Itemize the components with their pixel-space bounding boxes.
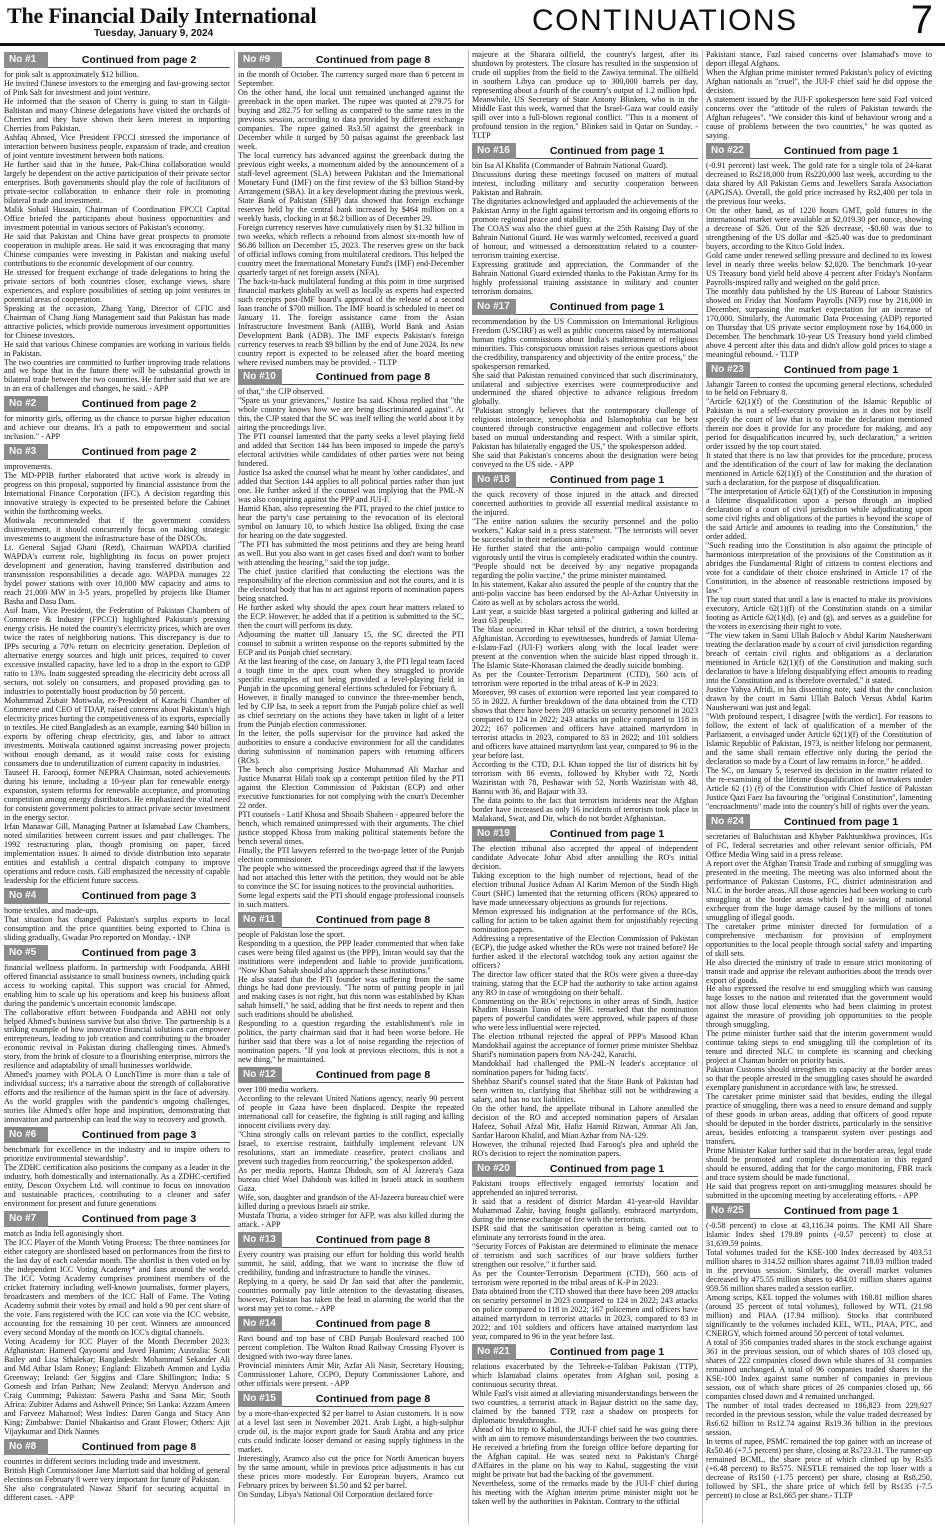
story-number-badge: No #13 (238, 1232, 282, 1248)
story-body (4, 1229, 230, 1436)
story-header (238, 912, 464, 928)
story-header (4, 444, 230, 460)
story-paragraph: Responding to a question regarding the establishment's role in politics, the party chairman said that it had been worse before. He further said that there was a lot of noise regarding the rejection of nomination papers. "If you look at previous elections, this is not a new thing," he maintained. (238, 1019, 464, 1065)
story-body (472, 844, 698, 1158)
story-continuation-label: Continued from page 3 (48, 945, 230, 961)
story-number-badge: No #10 (238, 369, 282, 385)
story-paragraph: On the other hand, the appellate tribunal in Lahore annulled the decision of the RO and accepted nomination papers of Arsalan Hafeez, Sohail Afzal Mir, Hafiz Hamid Rizwan, Ammar Ali Jan, Sardar Haroon Khalid, and Mian Azhar from NA-129. (472, 1104, 698, 1141)
news-story (706, 143, 932, 359)
story-paragraph: The PTI counsel lamented that the party seeks a level playing field and added that Section 144 has been imposed to impede the party's electoral activities while candidates of other parties were not being hindered. (238, 432, 464, 469)
news-story (472, 1161, 698, 1341)
story-paragraph: Commenting on the ROs' rejections in other areas of Sindh, Justice Khadim Hussain Tunio of the SHC remarked that the nomination papers of powerful candidates were approved, while papers of those who were less influential were rejected. (472, 996, 698, 1033)
column-4 (706, 50, 932, 1524)
story-body (238, 1085, 464, 1229)
story-paragraph: He also expressed the resolve to end smuggling which was causing huge losses to the nation and reiterated that the government would not allow those local elements who had been claiming in protest against the measure of providing job opportunities to the people through smuggling. (706, 984, 932, 1030)
story-body (238, 70, 464, 366)
story-paragraph: The local currency has advanced against the greenback during the previous eight weeks, a momentum aided by the announcement of a staff-level agreement (SLA) between Pakistan and the International Monetary Fund (IMF) on the first review of the $3 billion Stand-by Arrangement (SBA). In a key development during the previous week, State Bank of Pakistan (SBP) data showed that foreign exchange reserves held by the central bank increased by $464 million on a weekly basis, clocking in at $8.2 billion as of December 29. (238, 150, 464, 223)
story-paragraph: Malik Sohail Hussain, Chairman of Coordination FPCCI Capital Office briefed the participants about business opportunities and investment potential in various sectors of Pakistan's economy. (4, 204, 230, 232)
story-body (472, 490, 698, 822)
story-continuation-label: Continued from page 1 (516, 143, 698, 159)
story-paragraph: The bench also comprising Justice Muhammad Ali Mazhar and Justice Musarrat Hilali took up a contempt petition filed by the PTI against the Election Commission of Pakistan (ECP) and other executive functionaries for not complying with the court's December 22 order. (238, 764, 464, 810)
story-paragraph: for minority girls, offering us the chance to pursue higher education and achieve our dreams. It's a path to empowerment and social inclusion." - APP (4, 414, 230, 442)
story-continuation-label: Continued from page 1 (516, 472, 698, 488)
story-paragraph: Addressing a representative of the Election Commission of Pakistan (ECP), the judge asked whether the ROs were not trained before? He further asked if the electoral watchdog took any action against the officers? (472, 933, 698, 970)
story-paragraph: The collaborative effort between Foodpanda and ABHI not only helped Ahmed's business survive but also thrive. The partnership is a striking example of how innovative financial solutions can empower entrepreneurs, leading to job creation and contributing to the broader economic revival in Pakistan during challenging times. Ahmed's story, from the brink of closure to a flourishing enterprise, mirrors the resilience and adaptability of small businesses worldwide. (4, 1007, 230, 1071)
story-number-badge: No #9 (238, 52, 282, 68)
story-continuation-label: Continued from page 8 (282, 52, 464, 68)
story-paragraph: "With profound respect, I disagree [with the verdict]. For reasons to follow, the extent of lack of qualification of a member of the Parliament, a envisaged under Article 62(1)(f) of the Constitution of Islamic Republic of Pakistan, 1973, is neither lifelong nor permanent, and the same shall remain effective only during the period the declaration so made by a Court of law remains in force," he added. (706, 711, 932, 766)
story-number-badge: No #11 (238, 912, 282, 928)
story-number-badge: No #18 (472, 472, 516, 488)
story-number-badge: No #7 (4, 1211, 48, 1227)
story-body (238, 1334, 464, 1388)
story-paragraph: The people who witnessed the proceedings agreed that if the lawyers had not attached this letter with the petition, they would not be able to convince the SC for issuing notices to the provincial authorities. (238, 863, 464, 891)
story-paragraph: He stressed for frequent exchange of trade delegations to bring the private sectors of both countries closer, exchange views, share experiences, and explore possibilities of setting up joint ventures in potential areas of cooperation. (4, 267, 230, 304)
story-paragraph: financial wellness platform. In partnership with Foodpanda, ABHI offered financial assistance to small business owners, including quick access to working capital. This support was crucial for Ahmed, enabling him to scale up his operations and keep his business afloat during the pandemic's uncertain economic landscape. (4, 962, 230, 1008)
story-paragraph: The COAS was also the chief guest at the 25th Raising Day of the Bahrain National Guard. He was warmly welcomed, received a guard of honour, and witnessed a demonstration related to a counter-terrorism training exercise. (472, 223, 698, 260)
story-continuation-label: Continued from page 8 (48, 1439, 230, 1455)
story-paragraph: Ahead of his trip to Kabul, the JUI-F chief said he was going there with an aim to remove misunderstandings between the two countries. He received a briefing from the foreign office before departing for the Afghan capital. He was seated next to Pakistan's Chargé d'Affaires in the plane on his way to Kabul, suggesting the visit might be private but had the backing of the government. (472, 1424, 698, 1479)
story-header (4, 888, 230, 904)
story-paragraph: Every country was praising our effort for holding this world health summit, he said, adding, that we want to increase the flow of credibility, funding and infrastructure to handle the viruses. (238, 1250, 464, 1278)
story-paragraph: On the other hand, as of 1220 hours GMT, gold futures in the international market were available at $2,019.30 per ounce, showing a decrease of $26. Out of the $26 decrease, -$0.60 was due to strengthening of the US dollar and -$25.40 was due to predominant buyers, according to the Kitco Gold Index. (706, 205, 932, 251)
story-paragraph: ISPR said that the sanitisation operation is being carried out to eliminate any terrorists found in the area. (472, 1224, 698, 1243)
story-body (706, 50, 932, 140)
news-story (238, 912, 464, 1065)
story-body (238, 1250, 464, 1313)
story-paragraph: Provincial ministers Amir Mir, Azfar Ali Nasir, Secretary Housing, Commissioner Lahore, CCPO, Deputy Commissioner Lahore, and other officials were present. - APP (238, 1360, 464, 1388)
story-paragraph: majeure at the Sharara oilfield, the country's largest, after its shutdown by protesters. The closure has resulted in the suspension of crude oil supplies from the field to the Zawiya terminal. The oilfield in southern Libya can produce up to 300,000 barrels per day, representing about a fourth of the country's output of 1.2 million bpd. (472, 50, 698, 95)
story-continuation-label: Continued from page 1 (516, 1344, 698, 1360)
story-body (706, 1221, 932, 1500)
story-paragraph: According to the CTD, D.I. Khan topped the list of districts hit by terrorism with 86 events, followed by Khyber with 72, North Waziristan with 78, Peshawar with 52, North Waziristan with 48, Bannu with 36, and Bajaur with 33. (472, 759, 698, 796)
news-story (4, 945, 230, 1125)
story-paragraph: of that," the CJP observed. (238, 387, 325, 397)
story-paragraph: On the other hand, the local unit remained unchanged against the greenback in the open market. The rupee was quoted at 279.75 for buying and 282.75 for selling as compared to the same rates in the previous session, according to data provided by different exchange companies. The rupee gained Rs3.50 against the greenback in December while it surged by 50 paisas against the greenback last week. (238, 87, 464, 151)
story-paragraph: He further stated that the anti-polio campaign would continue vigorously until the virus is completely eradicated within the country. (472, 544, 698, 563)
story-continuation-label: Continued from page 2 (48, 52, 230, 68)
story-paragraph: Some legal experts said the PTI should engage professional counsels in such matters. (238, 890, 464, 909)
story-paragraph: He said that progress report on anti-smuggling measures should be submitted in the upcoming meeting by accelerating efforts. - APP (706, 1182, 932, 1201)
story-paragraph: In the letter, the polls supervisor for the province had asked the authorities to ensure a conducive environment for all the candidates during submission of nomination papers with returning officers (ROs). (238, 728, 464, 765)
story-paragraph: Lt. General Sajjad Ghani (Retd), Chairman WAPDA clarified WAPDA's current role, highlighting its focus on power project development and generation, having transferred distribution and transmission responsibilities a decade ago. WAPDA manages 22 hydel power stations with over 10,000 MW capacity and aims to reach 21,000 MW in 3-5 years, propelled by projects like Diamer Basha and Dasu Dam. (4, 543, 230, 607)
story-body (472, 161, 698, 296)
story-paragraph: British High Commissioner Jane Marriott said that holding of general elections on February 8 were very important for future of Pakistan. (4, 1465, 230, 1484)
story-number-badge: No #14 (238, 1316, 282, 1332)
news-story (4, 396, 230, 441)
story-body (472, 50, 698, 140)
story-continuation-label: Continued from page 2 (48, 396, 230, 412)
story-paragraph: The ICC Player of the Month Voting Process: The three nominees for either category are shortlisted based on performances from the first to the last day of each calendar month. The shortlist is then voted on by the independent ICC Voting Academy* and fans around the world. The ICC Voting Academy comprises prominent members of the cricket fraternity including well-known journalists, former players, broadcasters and members of the ICC Hall of Fame. The Voting Academy submit their votes by email and hold a 90 per cent share of the vote. Fans registered with the ICC can vote via the ICC website, accounting for the remaining 10 per cent. Winners are announced every second Monday of the month on ICC's digital channels. (4, 1238, 230, 1338)
story-paragraph: match as India fell agonisingly short. (4, 1229, 125, 1239)
story-paragraph: countries in different sectors including trade and investment. (4, 1456, 201, 1466)
page-number: 7 (910, 0, 933, 42)
story-continuation-label: Continued from page 1 (750, 143, 932, 159)
story-number-badge: No #1 (4, 52, 48, 68)
news-story (472, 299, 698, 470)
story-paragraph: Foreign currency reserves have cumulatively risen by $1.32 billion in two weeks, which reflects a rebound from almost six-month low of $6.86 billion on December 15, 2023. The reserves grew on the back of official inflows coming from multilateral creditors. This helped the country meet the International Monetary Fund's (IMF) end-December quarterly target of net foreign assets (NFA). (238, 222, 464, 277)
story-header (706, 1203, 932, 1219)
story-header (706, 362, 932, 378)
story-body (706, 832, 932, 1200)
news-story (706, 814, 932, 1200)
story-number-badge: No #5 (4, 945, 48, 961)
story-number-badge: No #23 (706, 362, 750, 378)
story-paragraph: Total volumes traded for the KSE-100 Index decreased by 403.51 million shares to 314.52 million shares against 718.03 million traded in the previous session. Similarly, the overall market volumes decreased by 475.55 million shares to 484.01 million shares against 959.56 million shares traded a session earlier. (706, 1248, 932, 1293)
story-number-badge: No #12 (238, 1067, 282, 1083)
story-paragraph: (-0.91 percent) last week. The gold rate for a single tola of 24-karat decreased to Rs218,000 from Rs220,000 last week, according to the data shared by All Pakistan Gems and Jewellers Sarafa Association (APGJSA). Overall, the gold price increased by Rs2,400 per tola in the previous four weeks. (706, 160, 932, 206)
story-paragraph: As per the Counter-Terrorism Department (CTD), 560 acts of terrorism were reported in the tribal areas of K-P in 2023. (472, 1269, 698, 1288)
story-paragraph: Mandokhail had challenged the PML-N leader's acceptance of nomination papers for 'hiding facts'. (472, 1059, 698, 1078)
story-paragraph: The chief justice clarified that conducting the elections was the responsibility of the election commission and not the courts, and it is the electoral body that has to act against reports of nomination papers being snatched. (238, 567, 464, 604)
column-1 (4, 50, 230, 1524)
story-header (706, 143, 932, 159)
story-paragraph: Pakistan Customs should strengthen its capacity at the border areas so that the people arrested in the smuggling cases should be awarded exemplary punishment in accordance with law, he stressed. (706, 1065, 932, 1093)
story-continuation-label: Continued from page 8 (282, 1316, 464, 1332)
news-story (4, 1211, 230, 1436)
story-paragraph: The dignitaries acknowledged and applauded the achievements of the Pakistan Army in the fight against terrorism and its ongoing efforts to promote regional peace and stability. (472, 196, 698, 224)
story-continuation-label: Continued from page 8 (282, 1391, 464, 1407)
story-number-badge: No #15 (238, 1391, 282, 1407)
story-paragraph: "China strongly calls on relevant parties to the conflict, especially Israel, to exercise restraint, faithfully implement relevant UN resolutions, start an immediate ceasefire, protect civilians and prevent such tragedies from reoccurring," the spokesperson added. (238, 1130, 464, 1167)
story-paragraph: The SC, on January 5, reserved its decision in the matter related to the re-examining of the lifetime disqualification of lawmakers under Article 62 (1) (f) of the Constitution with Chief Justice of Pakistan Justice Qazi Faez Isa favouring the "original Constitution", lamenting "encroachments" made into the country's bill of rights over the years. (706, 765, 932, 811)
story-header (238, 1232, 464, 1248)
story-header (706, 814, 932, 830)
story-paragraph: Asif Inam, Vice President, the Federation of Pakistan Chambers of Commerce & Industry (FPCCI) highlighted Pakistan's pressing energy crisis. He noted the country's electricity prices, which are over twice the rates of neighboring nations. This discrepancy is due to IPPs securing a 70% return on electricity generation. Depletion of alternative energy sources and high unit prices, required to cover excessive installed capacity, have led to a drop in the export to GDP ratio to 13%. Inam suggested spreading the electricity debt across all sectors, not solely on consumers, and proposed providing gas to industries to potentially boost production by 50 percent. (4, 606, 230, 696)
story-continuation-label: Continued from page 8 (282, 1232, 464, 1248)
news-story (706, 1203, 932, 1500)
story-paragraph: Interestingly, Aramco also cut the price for North American buyers by the same amount, while in previous price adjustments it has cut these prices more modestly. For European buyers, Aramco cut February prices by between $1.50 and $2 per barrel. (238, 1453, 464, 1490)
story-paragraph: Nevertheless, some of the remarks made by the JUI-F chief during his meeting with the Afghan interim prime minister might not be taken well by the authorities in Pakistan. Contrary to the official (472, 1478, 698, 1506)
story-paragraph: by a more-than-expected $2 per barrel to Asian customers. It is now at a level last seen in November 2021. Arab Light, a high-sulphur crude oil, is the major export grade for Saudi Arabia and any price cuts could indicate looser demand or easing supply tightness in the market. (238, 1408, 464, 1454)
news-story (706, 50, 932, 140)
story-body (4, 1457, 230, 1502)
story-paragraph: Voting Academy for ICC Player of the Month December 2023: Afghanistan: Hameed Qayoomi and Javed Hamim; Australia: Scott Bailey and Lisa Sthalekar; Bangladesh: Mohammad Sekander Ali and Md Athar Islam Roney; England: Elizabeth Ammon and Lydia Greenway; Ireland: Ger Siggins and Clare Shillington; India: S Gomesh and Irfan Pathan; New Zealand: Mervyn Anderson and Craig Cumming; Pakistan: Sawera Pasha and Sana Mir; South Africa: Zubiter Adams and Ashwell Prince; Sri Lanka: Azzam Ameen and Farveez Maharoof; West Indies: Daren Ganga and Stacy Ann King; Zimbabwe: Daniel Nhakaniso and Grant Flower; Others: Ajit Vijaykumar and Dirk Nannes (4, 1337, 230, 1436)
story-paragraph: Pakistani stance, Fazl raised concerns over Islamabad's move to deport illegal Afghans. (706, 50, 932, 68)
story-header (472, 143, 698, 159)
story-paragraph: Memon expressed his indignation at the performance of the ROs, calling for action to be taken against them for unjustifiably rejecting nomination papers. (472, 906, 698, 934)
story-paragraph: "The PTI has submitted the most petitions and they are being heard as well. But you also want to get cases fixed and don't want to bother with attending the hearing," said the top judge. (238, 540, 464, 568)
story-paragraph: A report over the Afghan Transit Trade and curbing of smuggling was presented in the meeting. The meeting was also informed about the performance of Pakistan Customs, FC, district administration and NLC in the border areas. All those agencies had been working to curb smuggling at the border areas which led to saving of national exchequer from the huge damage caused by the millions of tones smuggling of illegal goods. (706, 858, 932, 922)
story-paragraph: people of Pakistan lose the sport. (238, 929, 345, 939)
story-paragraph: Speaking at the occasion, Zhang Yang, Director of CFIC and Chairman of Chang Jiang Management said that Pakistan has made attractive policies, which provide numerous investment opportunities for Chinese investors. (4, 303, 230, 340)
story-paragraph: Among scrips, KEL topped the volumes with 168.81 million shares (around 35 percent of total volumes), followed by WTL (21.98 million) and PIAA (17.94 million). Stocks that contributed significantly to the volumes included KEL, WTL, PIAA, PTC, and CNERGY, which formed around 50 percent of total volumes. (706, 1292, 932, 1338)
story-paragraph: "Such reading into the Constitution is also against the principle of harmonious interpretation of the provisions of the Constitution as it abridges the Fundamental Right of citizens to contest elections and vote for a candidate of their choice enshrined in Article 17 of the Constitution, in the absence of reasonable restrictions imposed by law." (706, 541, 932, 596)
story-paragraph: bin Isa Al Khalifa (Commander of Bahrain National Guard). (472, 160, 668, 170)
story-paragraph: Moreover, 99 cases of extortion were reported last year compared to 55 in 2022. A further breakdown of the data obtained from the CTD shows that there have been 209 attacks on security personnel in 2023 compared to 124 in 2022; 243 attacks on police compared to 118 in 2022; 167 policemen and officers have attained martyrdom in terrorist attacks in 2023, compared to 83 in 2022; and 101 soldiers and officers have attained martyrdom last year, compared to 96 in the year before last. (472, 688, 698, 760)
story-number-badge: No #19 (472, 826, 516, 842)
story-paragraph: Adjourning the matter till January 15, the SC directed the PTI counsel to submit a written response on the reports submitted by the ECP and its Punjab chief secretary. (238, 630, 464, 658)
story-paragraph: Pakistani troops effectively engaged terrorists' location and apprehended an injured terrorist. (472, 1179, 698, 1198)
story-paragraph: The election tribunal rejected the appeal of PPP's Masood Khan Mandokhail against the acceptance of former prime minister Shehbaz Sharif's nomination papers from NA-242, Karachi. (472, 1032, 698, 1060)
story-body (4, 462, 230, 884)
story-paragraph: She said that Pakistan's concerns about the designation were being conveyed to the US side. - APP (472, 451, 698, 470)
story-paragraph: He invited Chinese investors to the emerging and fast-growing sector of Pink Salt for investment and joint venture. (4, 78, 230, 97)
story-paragraph: The back-to-back multilateral funding at this point in time surprised financial markets globally as well as locally as experts had expected such receipts post-IMF board's approval of the release of a second loan tranche of $700 million. The IMF board is scheduled to meet on January 11. The foreign assistance came from the Asian Infrastructure Investment Bank (AIIB), World Bank and Asian Development Bank (ADB). The IMF expects Pakistan's foreign currency reserves to reach $9 billion by the end of June 2024. Its new country report is expected to be released after the board meeting where revised numbers may be provided. - TLTP (238, 276, 464, 367)
story-continuation-label: Continued from page 2 (48, 444, 230, 460)
story-paragraph: Ashfaq Ahmed, Vice President FPCCI stressed the importance of interaction between business people, expansion of trade, and creation of joint venture investment between both nations. (4, 132, 230, 160)
story-header (238, 1391, 464, 1407)
story-paragraph: When the Afghan prime minister termed Pakistan's policy of evicting Afghan nationals as "cruel", the JUI-F chief said he did oppose the decision. (706, 67, 932, 95)
story-paragraph: PTI counsels - Latif Khosa and Shoaib Shaheen - appeared before the bench, which remained unimpressed with their arguments. The chief justice stopped Khosa from making political statements before the bench several times. (238, 809, 464, 846)
story-paragraph: The election tribunal also accepted the appeal of independent candidate Advocate Johar Abid after annulling the RO's initial decision. (472, 843, 698, 871)
story-continuation-label: Continued from page 8 (282, 1067, 464, 1083)
story-paragraph: Replying to a query, he said Dr Jan said that after the pandemic, countries normally pay little attention to the devastating diseases, however, Pakistan has taken the lead in alarming the world that the worst may yet to come. - APP (238, 1277, 464, 1313)
story-paragraph: The caretaker prime minister said that besides, ending the illegal practice of smuggling, there was a need to ensure demand and supply of these goods in urban areas, adding that officers of good repute should be deputed in the border districts, particularly in the sensitive areas, besides enforcing a transparent system over postings and transfers. (706, 1092, 932, 1147)
column-divider (234, 50, 235, 1524)
story-body (238, 930, 464, 1065)
story-paragraph: A total of 356 companies traded shares in the stock exchange against 361 in the previous session, out of which shares of 103 closed up, shares of 222 companies closed down while shares of 31 companies remained unchanged. A total of 96 companies traded shares in the KSE-100 Index against same number of companies in previous session, out of which share prices of 26 companies closed up, 66 companies closed down and 4 remained unchanged. (706, 1337, 932, 1401)
story-header (238, 52, 464, 68)
story-paragraph: According to the relevant United Nations agency, nearly 90 percent of people in Gaza have been displaced. Despite the repeated international call for ceasefire, the fighting is still raging and killing innocent civilians every day. (238, 1094, 464, 1131)
story-body (472, 1362, 698, 1506)
story-paragraph: Mustafa Thuria, a video stringer for AFP, was also killed during the attack. - APP (238, 1211, 464, 1230)
story-paragraph: Tauseef H. Farooqi, former NEPRA Chairman, noted achievements during his tenure, including a 10-year plan for renewable energy expansion, system reforms for renewable acceptance, and promoting competition among energy distributors. He emphasized the vital need for consistent government policies to attract private sector investment in the energy sector. (4, 767, 230, 822)
story-paragraph: for pink salt is approximately $12 billion. (4, 70, 139, 79)
news-story (4, 1439, 230, 1502)
story-body (238, 1409, 464, 1499)
story-paragraph: Last year, a suicide blast targeted a political gathering and killed at least 63 people. (472, 607, 698, 626)
story-paragraph: Meanwhile, US Secretary of State Antony Blinken, who is in the Middle East this week, warned that the Israel-Gaza war could easily spill over into a full-blown regional conflict. "This is a moment of profound tension in the region," Blinken said in Qatar on Sunday. - TLTP (472, 94, 698, 140)
story-number-badge: No #4 (4, 888, 48, 904)
story-number-badge: No #22 (706, 143, 750, 159)
story-body (4, 906, 230, 942)
story-body (4, 963, 230, 1125)
story-paragraph: He further asked why should the apex court hear matters related to the ECP. However, he added that if a petition is submitted to the SC, then the court will perform its duty. (238, 603, 464, 631)
story-paragraph: He also stated that the PTI founder was suffering from the same things he had done previously. "The norm of putting people in jail and making cases is not right, but this norm was established by Khan sahab himself," he said, adding that he first needs to repent and then such traditions should be abolished. (238, 974, 464, 1020)
news-story (472, 50, 698, 140)
column-2 (238, 50, 464, 1524)
story-header (238, 369, 464, 385)
story-paragraph: Mohammad Zubair Motiwala, ex-President of Karachi Chamber of Commerce and CEO of TDAP, raised concerns about Pakistan's high electricity prices hurting the competitiveness of its exports, especially in textiles. He cited Bangladesh as an example, earning $40 billion in exports by offering cheap electricity, gas, and labor to attract investments. Motiwala cautioned against increasing power projects without enough demand, as it would raise costs for existing consumers due to underutilization of current capacity in industries. (4, 695, 230, 768)
story-paragraph: Discussions during these meetings focused on matters of mutual interest, including military and security cooperation between Pakistan and Bahrain. (472, 169, 698, 197)
story-header (4, 52, 230, 68)
masthead (0, 0, 945, 44)
story-header (472, 826, 698, 842)
story-body (472, 1179, 698, 1341)
story-paragraph: Gold came under renewed selling pressure and declined to its lowest level in nearly three weeks below $2,020. The benchmark 10-year US Treasury bond yield held above 4 percent after Friday's Nonfarm Payrolls-inspired rally and weighed on the gold price. (706, 250, 932, 287)
story-paragraph: Expressing gratitude and appreciation, the Commander of the Bahrain National Guard extended thanks to the Pakistan Army for its highly professional training assistance in military and counter terrorism domains. (472, 259, 698, 296)
story-paragraph: Responding to a question, the PPP leader commented that when fake cases were being filed against us (the PPP), Imran would say that the institutions were independent and liable to provide justifications. "Now Khan Sahab should also approach these institutions." (238, 938, 464, 975)
story-paragraph: "Spare us your grievances," Justice Isa said. Khosa replied that "the whole country knows how we are being discriminated against". At this, the CJP stated that the SC was itself telling the world about it by airing the proceedings live. (238, 396, 464, 433)
story-paragraph: He further said that in the future, Pak-China collaboration would largely be dependent on the active participation of their private sector enterprises. Both governments should play the role of facilitators of private-sector collaboration to enhance their role in promoting bilateral trade and investment. (4, 159, 230, 205)
story-continuation-label: Continued from page 1 (516, 826, 698, 842)
story-paragraph: The ZDHC certification also positions the company as a leader in the industry, both domestically and internationally. As a ZDHC-certified entity, Descon Oxychem Ltd. will continue to focus on innovation and sustainable practices, contributing to a cleaner and safer environment for present and future generations (4, 1163, 230, 1209)
story-paragraph: The monthly data published by the US Bureau of Labour Statistics showed on Friday that Nonfarm Payrolls (NFP) rose by 216,000 in December, surpassing the market expectation for an increase of 170,000. Similarly, the Automatic Data Processing (ADP) reported on Thursday that US private sector employment rose by 164,000 in December. The benchmark 10-year US Treasury bond yield climbed above 4 percent after this data and didn't allow gold prices to stage a meaningful rebound. - TLTP (706, 286, 932, 359)
story-paragraph: In his statement, Kakar also assured the people of the country that the anti-polio vaccine has been endorsed by the Al-Azhar University in Cairo as well as by scholars across the world. (472, 580, 698, 608)
story-header (4, 1127, 230, 1143)
story-body (706, 161, 932, 359)
story-number-badge: No #20 (472, 1161, 516, 1177)
story-continuation-label: Continued from page 1 (750, 1203, 932, 1219)
story-paragraph: She also congratulated Nawaz Sharif for securing acquittal in different cases. - APP (4, 1483, 230, 1502)
story-continuation-label: Continued from page 3 (48, 1211, 230, 1227)
story-paragraph: However, it finally managed to convince the three-member bench, led by CJP Isa, to seek a report from the Punjab police chief as well as chief secretary on the actions they have taken in light of a letter from the Punjab election commissioner. (238, 692, 464, 729)
story-header (4, 1211, 230, 1227)
story-paragraph: Prime Minister Kakar further said that in the border areas, legal trade should be promoted and complete documentation in this regard should be ensured, adding that for the cargo monitoring, FBR track and trace system should be made functional. (706, 1146, 932, 1183)
story-paragraph: A statement issued by the JUI-F spokesperson here said Fazl voiced concerns over the "attitude of the rulers of Pakistan towards the Afghan refugees". "We consider this kind of behaviour wrong and a cause of problems between the two countries," he was quoted as saying. (706, 94, 932, 140)
story-paragraph: The caretaker prime minister directed for formulation of a comprehensive mechanism for provision of employment opportunities to the local people through social safety and imparting of skill sets. (706, 921, 932, 958)
masthead-rule (0, 43, 945, 46)
story-paragraph: The data points to the fact that terrorism incidents near the Afghan border have increased as only 16 incidents of terrorism took place in Malakand, Swat, and Dir, which do not border Afghanistan. (472, 795, 698, 823)
story-paragraph: Ahmed's journey with POLA O LunchTime is more than a tale of individual success; it's a narrative about the strength of collaborative efforts and the resilience of the human spirit in the face of adversity. As the world grapples with the pandemic's ongoing challenges, stories like Ahmed's offer hope and inspiration, demonstrating that innovation and partnership can lead the way to recovery and growth. (4, 1070, 230, 1125)
story-body (4, 1145, 230, 1208)
story-paragraph: Finally, the PTI lawyers referred to the two-page letter of the Punjab election commissioner. (238, 845, 464, 864)
story-header (4, 945, 230, 961)
story-paragraph: In terms of rupee, PSMC remained the top gainer with an increase of Rs50.46 (+7.5 percent) per share, closing at Rs723.31. The runner-up remained BCML, the share price of which climbed up by Rs35 (+6.48 percent) to Rs575. NESTLE remained the top loser with a decrease of Rs150 (-1.75 percent) per share, closing at Rs8,250, followed by SFL, the share price of which fell by Rs135 (-7.5 percent) to close at Rs1,665 per share.- TLTP (706, 1436, 932, 1500)
story-paragraph: He said that Pakistan and China have great prospects to promote cooperation in multiple areas. He said it was encouraging that many Chinese companies were investing in Pakistan and making useful contributions to the economic development of our country. (4, 231, 230, 268)
column-3 (472, 50, 698, 1524)
story-paragraph: improvements. (4, 462, 53, 472)
story-header (4, 1439, 230, 1455)
story-continuation-label: Continued from page 1 (750, 814, 932, 830)
story-paragraph: However, the tribunal rejected Ibad Farooq's plea and upheld the RO's decision to reject the nomination papers. (472, 1140, 698, 1159)
story-paragraph: "The entire nation salutes the security personnel and the polio workers," Kakar said in a press statement. "The terrorists will never be successful in their nefarious aims." (472, 517, 698, 545)
story-paragraph: Taking exception to the high number of rejections, head of the election tribunal Justice Adnan Al Karim Memon of the Sindh High Court (SHC) lamented that the returning officers (ROs) appeared to have made unnecessary objections as grounds for rejections. (472, 870, 698, 907)
news-story (4, 1127, 230, 1208)
story-paragraph: Justice Isa asked the counsel what he meant by 'other candidates', and added that Section 144 applies to all political parties rather than just one. He further asked if the counsel was implying that the PML-N was also conspiring against the PPP and JUI-F. (238, 468, 464, 505)
story-paragraph: "People should not be deceived by any negative propaganda regarding the polio vaccine," the prime minister maintained. (472, 562, 698, 581)
story-body (238, 387, 464, 908)
story-header (238, 1067, 464, 1083)
story-paragraph: The two countries are committed to further improving trade relations and we hope that in the future there will be substantial growth in bilateral trade between the two countries. He further said that we are in an era of challenges and changes, he said. - APP (4, 357, 230, 394)
story-paragraph: secretaries of Balochistan and Khyber Pakhtunkhwa provinces, IGs of FC, federal secretaries and other relevant senior officials, PM Office Media Wing said in a press release. (706, 831, 932, 859)
story-continuation-label: Continued from page 1 (750, 362, 932, 378)
story-paragraph: While Fazl's visit aimed at alleviating misunderstandings between the two countries, a terrorist attack in Bajaur district on the same day, claimed by the banned TTP, cast a shadow on prospects for diplomatic breakthroughs. (472, 1388, 698, 1425)
news-story (472, 826, 698, 1158)
story-number-badge: No #17 (472, 299, 516, 315)
news-story (472, 472, 698, 822)
story-paragraph: over 100 media workers. (238, 1085, 319, 1095)
column-divider (702, 50, 703, 1524)
story-paragraph: The director law officer stated that the ROs were given a three-day training, stating that the ECP had the authority to take action against any RO in case of wrongdoing on their behalf. (472, 969, 698, 997)
section-title: CONTINUATIONS (532, 4, 798, 37)
story-paragraph: (-0.58 percent) to close at 43,116.34 points. The KMI All Share Islamic Index shed 179.89 points (-0.57 percent) to close at 31,639.59 points. (706, 1221, 932, 1249)
story-number-badge: No #21 (472, 1344, 516, 1360)
story-paragraph: Hamid Khan, also representing the PTI, prayed to the chief justice to hear the party's case pertaining to the revocation of its electoral symbol on January 10, to which Justice Isa obliged, fixing the case for hearing on the date suggested. (238, 504, 464, 541)
story-body (4, 414, 230, 441)
story-paragraph: He informed that the season of Cherry is going to start in Gilgit-Baltistan and many Chinese delegations have visited the orchards of Cherries and they have shown their keen interest in importing Cherries from Pakistan. (4, 96, 230, 133)
news-story (472, 143, 698, 296)
story-paragraph: Ravi bound and top base of CBD Punjab Boulevard reached 100 percent completion. The Walton Road Railway Crossing Flyover is designed with two-way three lanes. (238, 1333, 464, 1361)
story-header (472, 1161, 698, 1177)
news-story (706, 362, 932, 811)
story-paragraph: The number of total trades decreased to 186,823 from 229,927 recorded in the previous session, while the value traded decreased by Rs6.62 billion to Rs12.74 against Rs19.36 billion in the previous session. (706, 1400, 932, 1437)
story-paragraph: benchmark for excellence in the industry and to inspire others to prioritize environmental stewardship". (4, 1145, 230, 1164)
story-continuation-label: Continued from page 3 (48, 1127, 230, 1143)
story-number-badge: No #6 (4, 1127, 48, 1143)
story-paragraph: As per the Counter-Terrorism Department (CTD), 560 acts of terrorism were reported in the tribal areas of K-P in 2023. (472, 670, 698, 689)
story-paragraph: On Sunday, Libya's National Oil Corporation declared force (238, 1489, 433, 1499)
story-paragraph: "The interpretation of Article 62(1)(f) of the Constitution in imposing a lifetime disqualification upon a person through an implied declaration of a court of civil jurisdiction while adjudicating upon some civil rights and obligations of the parties is beyond the scope of the said Article and amounts to reading into the Constitution," the order added. (706, 487, 932, 542)
story-continuation-label: Continued from page 3 (48, 888, 230, 904)
story-paragraph: Motiwala recommended that if the government considers disinvestment, it should concurrently focus on making strategic investments to augment the infrastructure base of the DISCOs. (4, 516, 230, 544)
story-paragraph: The MD-PPIB further elaborated that active work is already in progress on this proposal, supported by financial assistance from the International Finance Corporation (IFC). A decision regarding this innovative strategy is expected to be presented before the Cabinet within the forthcoming weeks. (4, 471, 230, 517)
story-paragraph: Shehbaz Sharif's counsel stated that the State Bank of Pakistan had been written to, clarifying that Shehbaz still not be withdrawing a salary, and has no tax liabilities. (472, 1077, 698, 1105)
newspaper-title: The Financial Daily International (7, 3, 317, 28)
story-body (472, 317, 698, 470)
story-number-badge: No #3 (4, 444, 48, 460)
story-number-badge: No #2 (4, 396, 48, 412)
story-continuation-label: Continued from page 8 (282, 912, 464, 928)
story-paragraph: "Article 62(1)(f) of the Constitution of the Islamic Republic of Pakistan is not a self-executory provision as it does not by itself specify the court of law that is to make the declaration mentioned therein nor does it provide for any procedure for making, and any period for disqualification incurred by, such declaration," a written order issued by the top court stated. (706, 397, 932, 452)
story-continuation-label: Continued from page 1 (516, 1161, 698, 1177)
story-paragraph: "Security Forces of Pakistan are determined to eliminate the menace of terrorism and such sacrifices of our brave soldiers further strengthen our resolve," it further said. (472, 1242, 698, 1270)
news-story (238, 1316, 464, 1388)
news-story (238, 1232, 464, 1313)
news-story (238, 1067, 464, 1229)
story-paragraph: "The view taken in Sami Ullah Baloch v Abdul Karim Nausherwani treating the declaration made by a court of civil jurisdiction regarding breach of certain civil rights and obligations as a declaration mentioned in Article 62(1)(f) of the Constitution and making such declaration to have a lifelong disqualifying effect amounts to reading into the Constitution and is therefore overruled," it stated. (706, 631, 932, 685)
story-paragraph: He also directed the ministry of trade to ensure strict monitoring of transit trade and apprise the relevant authorities about the trends over export of goods. (706, 957, 932, 985)
news-story (4, 444, 230, 884)
story-paragraph: Justice Yahya Afridi, in his dissenting note, said that the conclusion drawn by the court in Sami Ullah Baloch Versus Abdul Karim Nausherwani was just and legal. (706, 684, 932, 712)
story-number-badge: No #24 (706, 814, 750, 830)
story-paragraph: Data obtained from the CTD showed that there have been 209 attacks on security personnel in 2023 compared to 124 in 2022; 243 attacks on police compared to 118 in 2022; 167 policemen and officers have attained martyrdom in terrorist attacks in 2023, compared to 83 in 2022; and 101 soldiers and officers have attained martyrdom last year, compared to 96 in the year before last. (472, 1287, 698, 1341)
story-header (472, 1344, 698, 1360)
news-story (238, 52, 464, 366)
story-paragraph: in the month of October. The currency surged more than 6 percent in September. (238, 70, 464, 88)
story-paragraph: Wife, son, daughter and grandson of the Al-Jazeera bureau chief were killed during a previous Israeli air strike. (238, 1193, 464, 1212)
news-story (238, 1391, 464, 1499)
story-paragraph: As per media reports, Hamza Dhdouh, son of Al Jazeera's Gaza bureau chief Wael Dahdouh was killed in Israeli attack in southern Gaza. (238, 1166, 464, 1194)
news-story (4, 888, 230, 942)
story-continuation-label: Continued from page 1 (516, 299, 698, 315)
story-header (472, 299, 698, 315)
news-story (4, 52, 230, 393)
column-divider (468, 50, 469, 1524)
story-paragraph: The blast occurred in Khar tehsil of the district, a town bordering Afghanistan. According to eyewitnesses, hundreds of Jamiat Ulema-e-Islam-Fazl (JUI-F) workers along with the local leader were present at the convention when the suicide blast ripped through it. The Islamic State-Khorasan claimed the deadly suicide bombing. (472, 625, 698, 671)
story-paragraph: She said that Pakistan remained convinced that such discriminatory, unilateral and subjective exercises were counterproductive and undermined the shared objective to advance religious freedom globally. (472, 370, 698, 407)
story-paragraph: the quick recovery of those injured in the attack and directed concerned authorities to provide all essential medical assistance to the injured. (472, 490, 698, 518)
story-body (4, 70, 230, 393)
story-paragraph: He said that various Chinese companies are working in various fields in Pakistan. (4, 339, 230, 358)
story-paragraph: recommendation by the US Commission on International Religious Freedom (USCIRF) as well as public concerns raised by international human rights commissions about India's maltreatment of religious minorities. This conspicuous omission raises serious questions about the credibility, transparency and objectivity of the entire process," the spokesperson remarked. (472, 316, 698, 371)
story-paragraph: That situation has changed Pakistan's surplus exports to local consumption and the price quantities being exported to China is sliding gradually, Gwadar Pro reported on Monday. - INP (4, 914, 230, 942)
story-header (238, 1316, 464, 1332)
news-story (472, 1344, 698, 1506)
story-paragraph: At the last hearing of the case, on January 3, the PTI legal team faced a tough time in the apex court when they struggled to provide specific examples of not being provided a level-playing field in Punjab in the upcoming general elections scheduled for February 8. (238, 657, 464, 693)
story-number-badge: No #16 (472, 143, 516, 159)
story-header (4, 396, 230, 412)
news-story (238, 369, 464, 908)
story-paragraph: home textiles, and made-ups. (4, 905, 99, 915)
story-paragraph: Jahangir Tareen to contest the upcoming general elections, scheduled to be held on February 8. (706, 379, 932, 398)
story-paragraph: The prime minister further said that the interim government would continue taking steps to end smuggling till the completion of its tenure and directed NLC to complete its scanning and checking project at Chaman border on priority basis. (706, 1029, 932, 1066)
story-number-badge: No #25 (706, 1203, 750, 1219)
story-paragraph: Irfan Manawar Gill, Managing Partner at Islamabad Law Chambers, noted similarities between current issues and past challenges. The 1992 restructuring plan, though promising on paper, faced implementation issues. It aimed to divide distribution into separate entities and establish a central dispatch company to improve operations and reduce costs. Gill emphasized the necessity of capable leadership for the efficient future success. (4, 821, 230, 885)
story-paragraph: "Pakistan strongly believes that the contemporary challenge of religious intolerance, xenophobia and Islamophobia can be best countered through constructive engagement and collective efforts based on mutual understanding and respect. With a similar spirit, Pakistan has bilaterally engaged the US," the spokesperson added. (472, 406, 698, 452)
story-paragraph: The top court stated that until a law is enacted to make its provisions executory, Article 62(1)(f) of the Constitution stands on a similar footing as Article 62(1)(d), (e) and (g), and serves as a guideline for the voters in exercising their right to vote. (706, 595, 932, 632)
story-header (472, 472, 698, 488)
story-body (706, 380, 932, 811)
story-paragraph: It stated that there is no law that provides for the procedure, process and the identification of the court of law for making the declaration mentioned in Article 62(1)(f) of the Constitution and the duration of such a declaration, for the purpose of disqualification. (706, 451, 932, 488)
story-continuation-label: Continued from page 8 (282, 369, 464, 385)
story-paragraph: It said that a resident of district Mardan 41-year-old Havildar Muhammad Zahir, having fought gallantly, embraced martyrdom, during the intense exchange of fire with the terrorists. (472, 1197, 698, 1225)
story-paragraph: relations exacerbated by the Tehreek-e-Taliban Pakistan (TTP), which Islamabad claims operates from Afghan soil, posing a continuous security threat. (472, 1361, 698, 1389)
story-number-badge: No #8 (4, 1439, 48, 1455)
issue-date: Tuesday, January 9, 2024 (94, 28, 214, 39)
